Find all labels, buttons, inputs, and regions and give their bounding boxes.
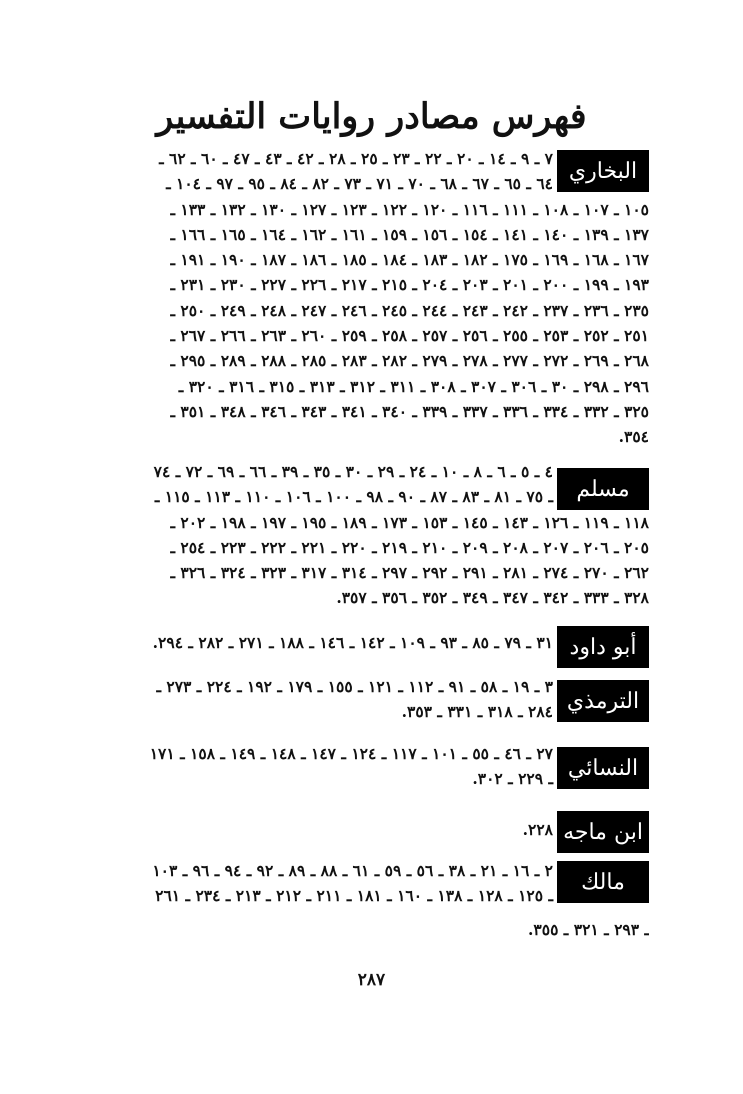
ref-line: ٢٩٦ ـ ٢٩٨ ـ ٣٠ ـ ٣٠٦ ـ ٣٠٧ ـ ٣٠٨ ـ ٣١١ ـ ٣١٢ ـ ٣١٣ ـ ٣١٥ ـ ٣١٦ ـ ٣٢٠ ـ (178, 376, 649, 396)
ref-line: ٢٦٢ ـ ٢٧٠ ـ ٢٧٤ ـ ٢٨١ ـ ٢٩١ ـ ٢٩٢ ـ ٢٩٧ ـ ٣١٤ ـ ٣١٧ ـ ٣٢٣ ـ ٣٢٤ ـ ٣٢٦ ـ (170, 563, 649, 583)
source-refs-tirmidhi (59, 674, 649, 725)
source-refs-malik (59, 858, 649, 942)
page-title: فهرس مصادر روايات التفسير (156, 96, 587, 137)
ref-line: ٣ ـ ١٩ ـ ٥٨ ـ ٩١ ـ ١١٢ ـ ١٢١ ـ ١٥٥ ـ ١٧٩ ـ ١٩٢ ـ ٢٢٤ ـ ٢٧٣ ـ (156, 677, 553, 696)
ref-line: ٢٨٤ ـ ٣١٨ ـ ٣٣١ ـ ٣٥٣. (401, 702, 553, 722)
source-label-muslim: مسلم (557, 468, 649, 510)
source-refs-nasai (59, 741, 649, 792)
ref-line: ١٣٧ ـ ١٣٩ ـ ١٤٠ ـ ١٤١ ـ ١٥٤ ـ ١٥٦ ـ ١٥٩ ـ ١٦١ ـ ١٦٢ ـ ١٦٤ ـ ١٦٥ ـ ١٦٦ ـ (170, 224, 649, 244)
ref-line: ٢٣٥ ـ ٢٣٦ ـ ٢٣٧ ـ ٢٤٢ ـ ٢٤٣ ـ ٢٤٤ ـ ٢٤٥ ـ ٢٤٦ ـ ٢٤٧ ـ ٢٤٨ ـ ٢٤٩ ـ ٢٥٠ ـ (170, 300, 649, 320)
ref-line: ٢٥١ ـ ٢٥٢ ـ ٢٥٣ ـ ٢٥٥ ـ ٢٥٦ ـ ٢٥٧ ـ ٢٥٨ ـ ٢٥٩ ـ ٢٦٠ ـ ٢٦٣ ـ ٢٦٦ ـ ٢٦٧ ـ (170, 326, 649, 346)
ref-line: ٣٢٨ ـ ٣٣٣ ـ ٣٤٢ ـ ٣٤٧ ـ ٣٤٩ ـ ٣٥٢ ـ ٣٥٦ ـ ٣٥٧. (336, 588, 649, 608)
ref-line: ٣٢٥ ـ ٣٣٢ ـ ٣٣٤ ـ ٣٣٦ ـ ٣٣٧ ـ ٣٣٩ ـ ٣٤٠ ـ ٣٤١ ـ ٣٤٣ ـ ٣٤٦ ـ ٣٤٨ ـ ٣٥١ ـ (170, 401, 649, 421)
source-refs-bukhari (59, 146, 649, 450)
page-number: ٢٨٧ (357, 970, 386, 990)
ref-line: ٦٤ ـ ٦٥ ـ ٦٧ ـ ٦٨ ـ ٧٠ ـ ٧١ ـ ٧٣ ـ ٨٢ ـ ٨٤ ـ ٩٥ ـ ٩٧ ـ ١٠٤ ـ (166, 174, 553, 194)
ref-line: ١٠٥ ـ ١٠٧ ـ ١٠٨ ـ ١١١ ـ ١١٦ ـ ١٢٠ ـ ١٢٢ ـ ١٢٣ ـ ١٢٧ ـ ١٣٠ ـ ١٣٢ ـ ١٣٣ ـ (170, 199, 649, 219)
ref-line: ـ ٧٥ ـ ٨١ ـ ٨٣ ـ ٨٧ ـ ٩٠ ـ ٩٨ ـ ١٠٠ ـ ١٠٦ ـ ١١٠ ـ ١١٣ ـ ١١٥ ـ (154, 487, 553, 507)
ref-line: ٣٥٤. (618, 427, 649, 447)
ref-line: ٢٢٨. (522, 820, 553, 839)
ref-line: ـ ٢٩٣ ـ ٣٢١ ـ ٣٥٥. (528, 919, 649, 939)
ref-line: ٤ ـ ٥ ـ ٦ ـ ٨ ـ ١٠ ـ ٢٤ ـ ٢٩ ـ ٣٠ ـ ٣٥ ـ ٣٩ ـ ٦٦ ـ ٦٩ ـ ٧٢ ـ ٧٤ (153, 462, 553, 481)
ref-line: ـ ١٢٥ ـ ١٢٨ ـ ١٣٨ ـ ١٦٠ ـ ١٨١ ـ ٢١١ ـ ٢١٢ ـ ٢١٣ ـ ٢٣٤ ـ ٢٦١ (155, 886, 553, 906)
source-label-abu-dawud: أبو داود (557, 626, 649, 668)
ref-line: ٢٦٨ ـ ٢٦٩ ـ ٢٧٢ ـ ٢٧٧ ـ ٢٧٨ ـ ٢٧٩ ـ ٢٨٢ ـ ٢٨٣ ـ ٢٨٥ ـ ٢٨٨ ـ ٢٨٩ ـ ٢٩٥ ـ (170, 351, 649, 371)
source-refs-muslim (59, 459, 649, 611)
ref-line: ـ ٢٢٩ ـ ٣٠٢. (472, 769, 553, 789)
ref-line: ٢ ـ ١٦ ـ ٢١ ـ ٣٨ ـ ٥٦ ـ ٥٩ ـ ٦١ ـ ٨٨ ـ ٨٩ ـ ٩٢ ـ ٩٤ ـ ٩٦ ـ ١٠٣ (152, 861, 553, 880)
source-refs-abu-dawud (59, 630, 649, 655)
source-label-ibn-majah: ابن ماجه (557, 811, 649, 853)
source-label-malik: مالك (557, 861, 649, 903)
ref-line: ٧ ـ ٩ ـ ١٤ ـ ٢٠ ـ ٢٢ ـ ٢٣ ـ ٢٥ ـ ٢٨ ـ ٤٢ ـ ٤٣ ـ ٤٧ ـ ٦٠ ـ ٦٢ ـ (159, 149, 553, 168)
source-label-tirmidhi: الترمذي (557, 680, 649, 722)
source-label-nasai: النسائي (557, 747, 649, 789)
source-label-bukhari: البخاري (557, 150, 649, 192)
ref-line: ١٦٧ ـ ١٦٨ ـ ١٦٩ ـ ١٧٥ ـ ١٨٢ ـ ١٨٣ ـ ١٨٤ ـ ١٨٥ ـ ١٨٦ ـ ١٨٧ ـ ١٩٠ ـ ١٩١ ـ (170, 250, 649, 270)
ref-line: ١٩٣ ـ ١٩٩ ـ ٢٠٠ ـ ٢٠١ ـ ٢٠٣ ـ ٢٠٤ ـ ٢١٥ ـ ٢١٧ ـ ٢٢٦ ـ ٢٢٧ ـ ٢٣٠ ـ ٢٣١ ـ (170, 275, 649, 295)
ref-line: ٢٧ ـ ٤٦ ـ ٥٥ ـ ١٠١ ـ ١١٧ ـ ١٢٤ ـ ١٤٧ ـ ١٤٨ ـ ١٤٩ ـ ١٥٨ ـ ١٧١ (149, 744, 553, 763)
source-refs-ibn-majah (59, 817, 649, 842)
ref-line: ٣١ ـ ٧٩ ـ ٨٥ ـ ٩٣ ـ ١٠٩ ـ ١٤٢ ـ ١٤٦ ـ ١٨٨ ـ ٢٧١ ـ ٢٨٢ ـ ٢٩٤. (152, 633, 553, 652)
ref-line: ١١٨ ـ ١١٩ ـ ١٢٦ ـ ١٤٣ ـ ١٤٥ ـ ١٥٣ ـ ١٧٣ ـ ١٨٩ ـ ١٩٥ ـ ١٩٧ ـ ١٩٨ ـ ٢٠٢ ـ (170, 512, 649, 532)
ref-line: ٢٠٥ ـ ٢٠٦ ـ ٢٠٧ ـ ٢٠٨ ـ ٢٠٩ ـ ٢١٠ ـ ٢١٩ ـ ٢٢٠ ـ ٢٢١ ـ ٢٢٢ ـ ٢٢٣ ـ ٢٥٤ ـ (170, 537, 649, 557)
